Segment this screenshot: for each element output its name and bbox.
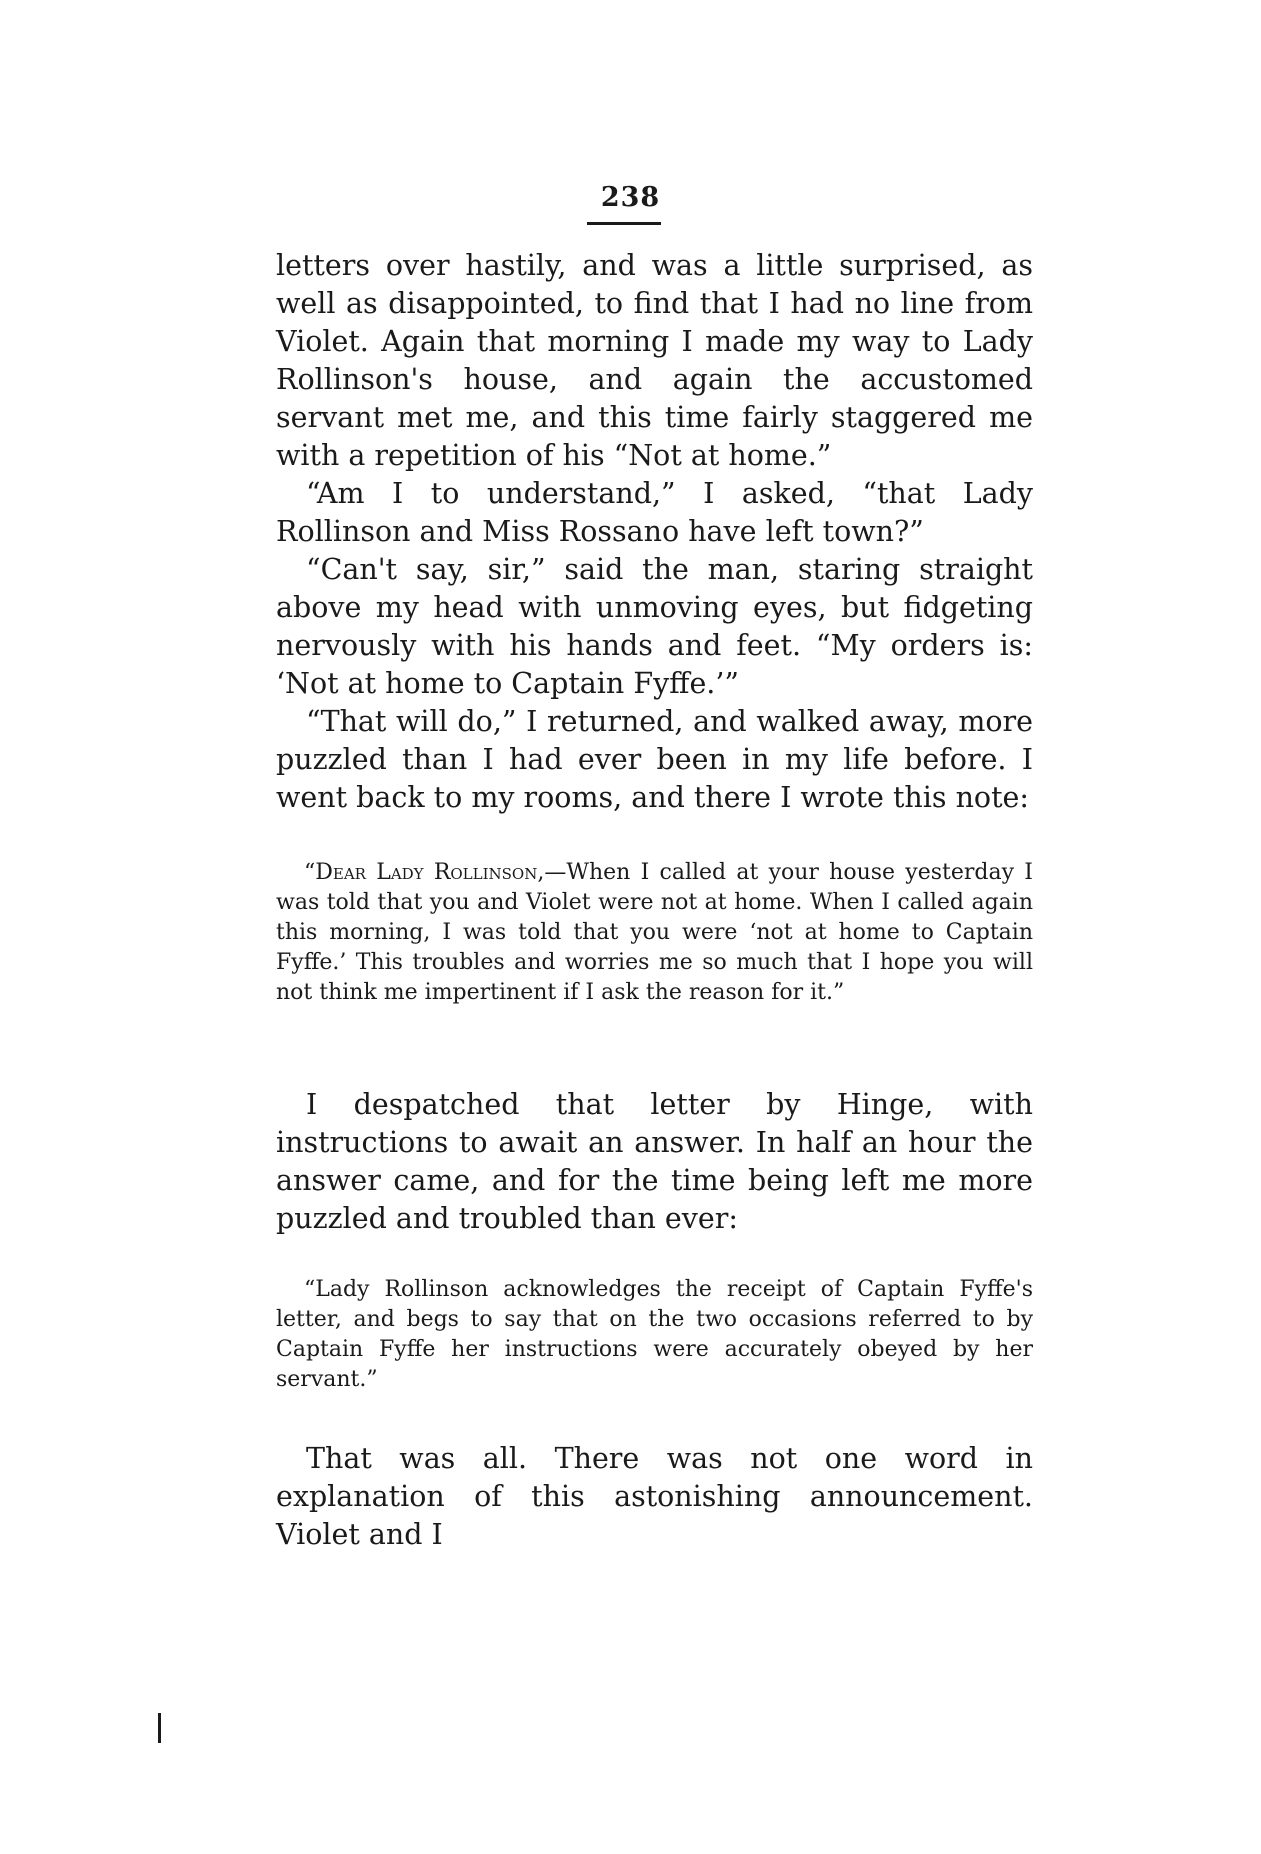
paragraph-4: “That will do,” I returned, and walked away, more puzzled than I had ever been in my life before. I went back to my rooms, and there I wrote this note:: [276, 705, 1033, 814]
letter-1: [276, 858, 1033, 1008]
letter-2: “Lady Rollinson acknowledges the receipt of Captain Fyffe's letter, and begs to say that on the two occasions referred to by Captain Fyffe her instructions were accurately obeyed by her servant.”: [276, 1277, 1033, 1392]
paragraph-6: That was all. There was not one word in explanation of this astonishing announcement. Violet and I: [276, 1442, 1033, 1551]
letter-block-2: [276, 1275, 1033, 1395]
body-text-block-3: [276, 1440, 1033, 1554]
paragraph-1: letters over hastily, and was a little surprised, as well as disappointed, to find that I had no line from Violet. Again that morning I made my way to Lady Rollinson's house, and again the accustomed servant met me, and this time fairly staggered me with a repetition of his “Not at home.”: [276, 249, 1033, 472]
letter-1-salutation: “Dear Lady Rollinson,: [304, 860, 545, 885]
paragraph-5: I despatched that letter by Hinge, with instructions to await an answer. In half an hour the answer came, and for the time being left me more puzzled and troubled than ever:: [276, 1088, 1033, 1235]
letter-1-body: —When I called at your house yesterday I was told that you and Violet were not at home. When I called again this morning, I was told that you were ‘not at home to Captain Fyffe.’ This troubles and worries me so much that I hope you will not think me impertinent if I ask the reason for it.”: [276, 860, 1033, 1005]
page-number: 238: [600, 182, 661, 213]
body-text-block-1: [276, 247, 1033, 817]
paragraph-2: “Am I to understand,” I asked, “that Lady Rollinson and Miss Rossano have left town?”: [276, 477, 1033, 548]
page-number-rule: [587, 222, 661, 225]
body-text-block-2: [276, 1086, 1033, 1238]
letter-block-1: [276, 858, 1033, 1008]
paragraph-3: “Can't say, sir,” said the man, staring straight above my head with unmoving eyes, but fidgeting nervously with his hands and feet. “My orders is: ‘Not at home to Captain Fyffe.’”: [276, 553, 1033, 700]
margin-mark: [158, 1713, 161, 1743]
